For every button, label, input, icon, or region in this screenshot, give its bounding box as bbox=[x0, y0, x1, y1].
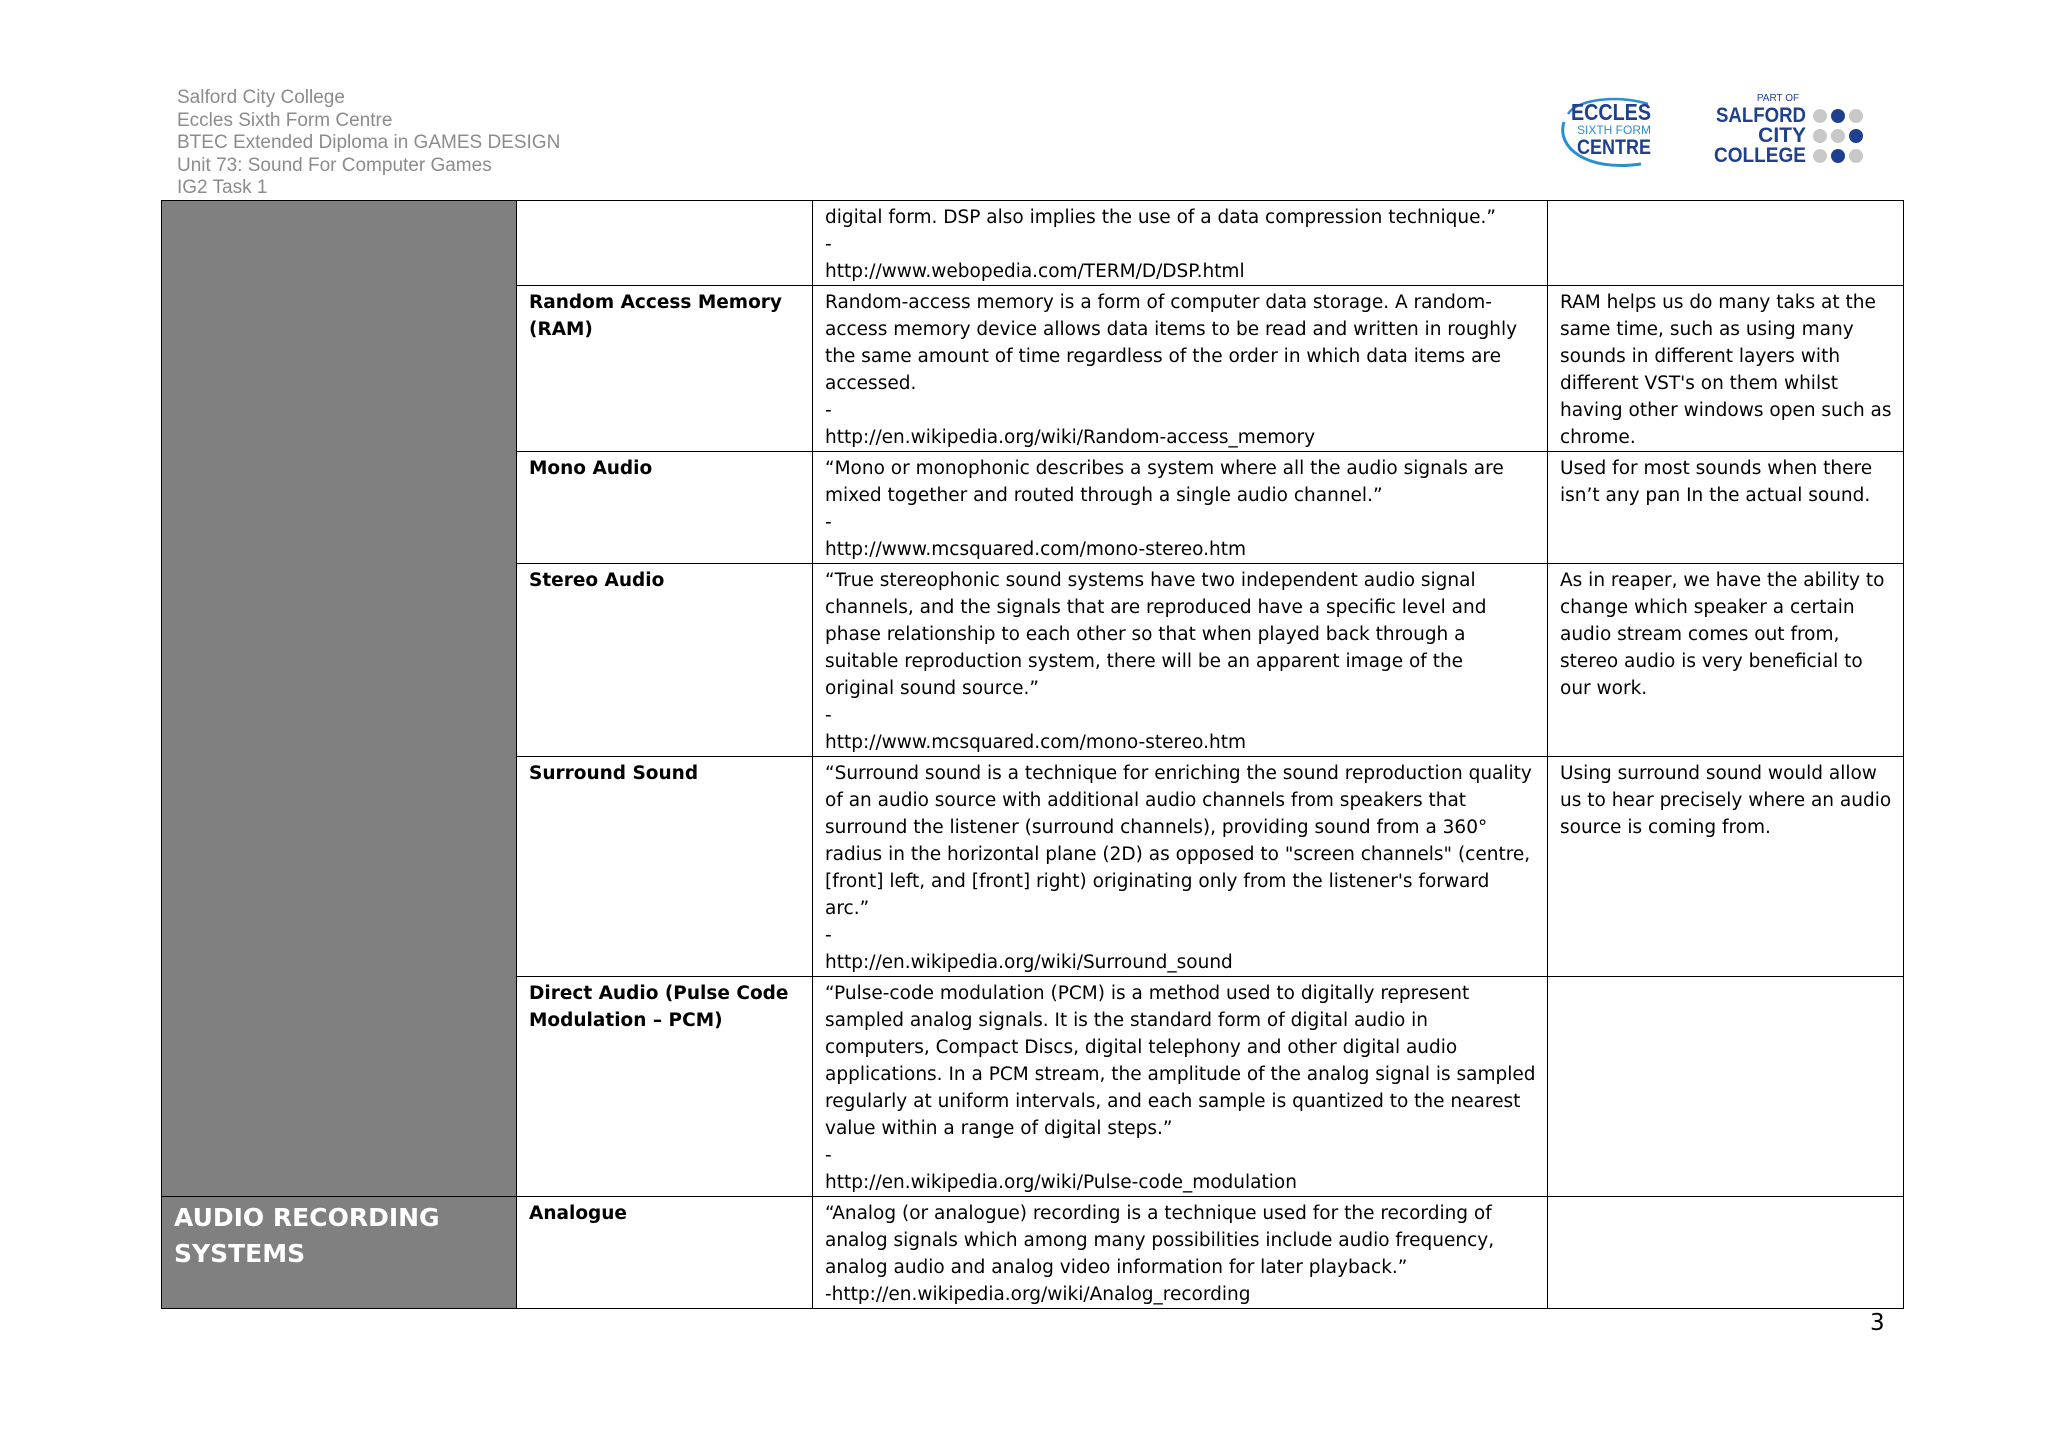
definition-cell: digital form. DSP also implies the use of a data compression technique.” - http://www.webopedia.com/TERM/D/DSP.html bbox=[813, 201, 1548, 286]
eccles-logo-centre: CENTRE bbox=[1577, 136, 1651, 159]
notes-cell: As in reaper, we have the ability to change which speaker a certain audio stream comes out from, stereo audio is very beneficial to our work. bbox=[1548, 564, 1904, 757]
definition-cell: “Surround sound is a technique for enriching the sound reproduction quality of an audio source with additional audio channels from speakers that surround the listener (surround channels), providing sound from a 360° radius in the horizontal plane (2D) as opposed to "screen channels" (centre, [front] left, and [front] right) originating only from the listener's forward arc.” - http://en.wikipedia.org/wiki/Surround_sound bbox=[813, 757, 1548, 977]
term-cell: Mono Audio bbox=[517, 452, 813, 564]
table-row bbox=[162, 1197, 1904, 1309]
notes-cell: Used for most sounds when there isn’t any pan In the actual sound. bbox=[1548, 452, 1904, 564]
definition-cell: “Mono or monophonic describes a system where all the audio signals are mixed together and routed through a single audio channel.” - http://www.mcsquared.com/mono-stereo.htm bbox=[813, 452, 1548, 564]
salford-logo-college: COLLEGE bbox=[1714, 144, 1806, 167]
notes-cell: Using surround sound would allow us to hear precisely where an audio source is coming from. bbox=[1548, 757, 1904, 977]
salford-city-college-logo bbox=[1712, 92, 1872, 168]
header-centre: Eccles Sixth Form Centre bbox=[177, 109, 393, 131]
term-cell: Analogue bbox=[517, 1197, 813, 1309]
term-cell: Random Access Memory (RAM) bbox=[517, 286, 813, 452]
header-course: BTEC Extended Diploma in GAMES DESIGN bbox=[177, 132, 561, 153]
document-header bbox=[177, 87, 560, 200]
eccles-sixth-form-logo bbox=[1556, 92, 1666, 172]
header-task: IG2 Task 1 bbox=[177, 177, 268, 198]
term-cell: Direct Audio (Pulse Code Modulation – PCM) bbox=[517, 977, 813, 1197]
notes-cell bbox=[1548, 1197, 1904, 1309]
definition-cell: Random-access memory is a form of computer data storage. A random-access memory device allows data items to be read and written in roughly the same amount of time regardless of the order in which data items are accessed. - http://en.wikipedia.org/wiki/Random-access_memory bbox=[813, 286, 1548, 452]
salford-logo-city: CITY bbox=[1758, 124, 1806, 147]
notes-cell bbox=[1548, 977, 1904, 1197]
header-unit: Unit 73: Sound For Computer Games bbox=[177, 154, 492, 176]
eccles-logo-word: ECCLES bbox=[1571, 99, 1651, 125]
definition-cell: “True stereophonic sound systems have two independent audio signal channels, and the signals that are reproduced have a specific level and phase relationship to each other so that when played back through a suitable reproduction system, there will be an apparent image of the original sound source.” - http://www.mcsquared.com/mono-stereo.htm bbox=[813, 564, 1548, 757]
notes-cell bbox=[1548, 201, 1904, 286]
term-cell: Surround Sound bbox=[517, 757, 813, 977]
category-heading: AUDIO RECORDING SYSTEMS bbox=[174, 1203, 440, 1268]
page-number: 3 bbox=[1870, 1310, 1885, 1336]
salford-logo-partof: PART OF bbox=[1756, 93, 1800, 104]
glossary-table bbox=[161, 200, 1904, 1309]
table-row bbox=[162, 201, 1904, 286]
term-cell bbox=[517, 201, 813, 286]
eccles-logo-sixthform: SIXTH FORM bbox=[1577, 123, 1651, 137]
definition-cell: “Pulse-code modulation (PCM) is a method used to digitally represent sampled analog signals. It is the standard form of digital audio in computers, Compact Discs, digital telephony and other digital audio applications. In a PCM stream, the amplitude of the analog signal is sampled regularly at uniform intervals, and each sample is quantized to the nearest value within a range of digital steps.” - http://en.wikipedia.org/wiki/Pulse-code_modulation bbox=[813, 977, 1548, 1197]
salford-logo-salford: SALFORD bbox=[1716, 104, 1806, 127]
notes-cell: RAM helps us do many taks at the same time, such as using many sounds in different layers with different VST's on them whilst having other windows open such as chrome. bbox=[1548, 286, 1904, 452]
header-college: Salford City College bbox=[177, 87, 345, 108]
category-cell bbox=[162, 1197, 517, 1309]
term-cell: Stereo Audio bbox=[517, 564, 813, 757]
definition-cell: “Analog (or analogue) recording is a technique used for the recording of analog signals which among many possibilities include audio frequency, analog audio and analog video information for later playback.” -http://en.wikipedia.org/wiki/Analog_recording bbox=[813, 1197, 1548, 1309]
category-cell bbox=[162, 201, 517, 1197]
